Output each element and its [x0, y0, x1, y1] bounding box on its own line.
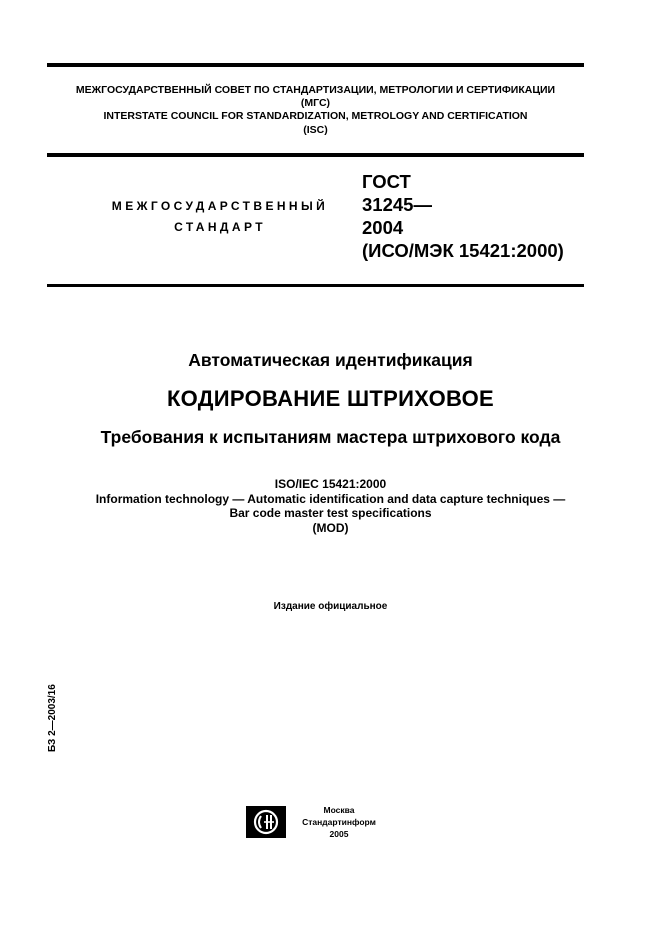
header-bottom-rule [47, 284, 584, 287]
title-line-2: КОДИРОВАНИЕ ШТРИХОВОЕ [166, 386, 495, 411]
top-rule [47, 63, 584, 67]
standard-type [90, 196, 350, 238]
iso-mod: (MOD) [312, 520, 349, 535]
iso-title-line1: Information technology — Automatic identification and data capture techniques — [95, 491, 566, 506]
council-rule [47, 153, 584, 157]
publisher-city: Москва [323, 805, 355, 815]
standard-type-line1: МЕЖГОСУДАРСТВЕННЫЙ [111, 199, 329, 213]
edition-note: Издание официальное [273, 601, 388, 612]
council-ru-abbr: (МГС) [300, 97, 331, 110]
standard-type-line2: СТАНДАРТ [174, 220, 266, 234]
side-code: БЗ 2—2003/16 [47, 684, 58, 752]
council-header [47, 84, 584, 137]
publisher-year: 2005 [329, 829, 349, 839]
gost-year: 2004 [362, 217, 404, 238]
title-line-1: Автоматическая идентификация [188, 350, 473, 370]
council-en-abbr: (ISC) [303, 123, 328, 136]
gost-number: 31245— [362, 194, 432, 215]
iso-code: ISO/IEC 15421:2000 [274, 477, 387, 491]
publisher-logo-icon [246, 806, 286, 838]
gost-iso-ref: (ИСО/МЭК 15421:2000) [362, 240, 564, 261]
gost-label: ГОСТ [362, 171, 411, 192]
gost-designation [362, 170, 564, 262]
publisher-name: Стандартинформ [302, 817, 376, 827]
title-line-3: Требования к испытаниям мастера штрихового кода [100, 427, 561, 447]
council-en-name: INTERSTATE COUNCIL FOR STANDARDIZATION, METROLOGY AND CERTIFICATION [103, 110, 528, 123]
publisher-info [292, 804, 386, 840]
iso-title-line2: Bar code master test specifications [229, 506, 432, 520]
council-ru-name: МЕЖГОСУДАРСТВЕННЫЙ СОВЕТ ПО СТАНДАРТИЗАЦИИ, МЕТРОЛОГИИ И СЕРТИФИКАЦИИ [75, 84, 556, 96]
iso-reference-block [0, 477, 661, 535]
